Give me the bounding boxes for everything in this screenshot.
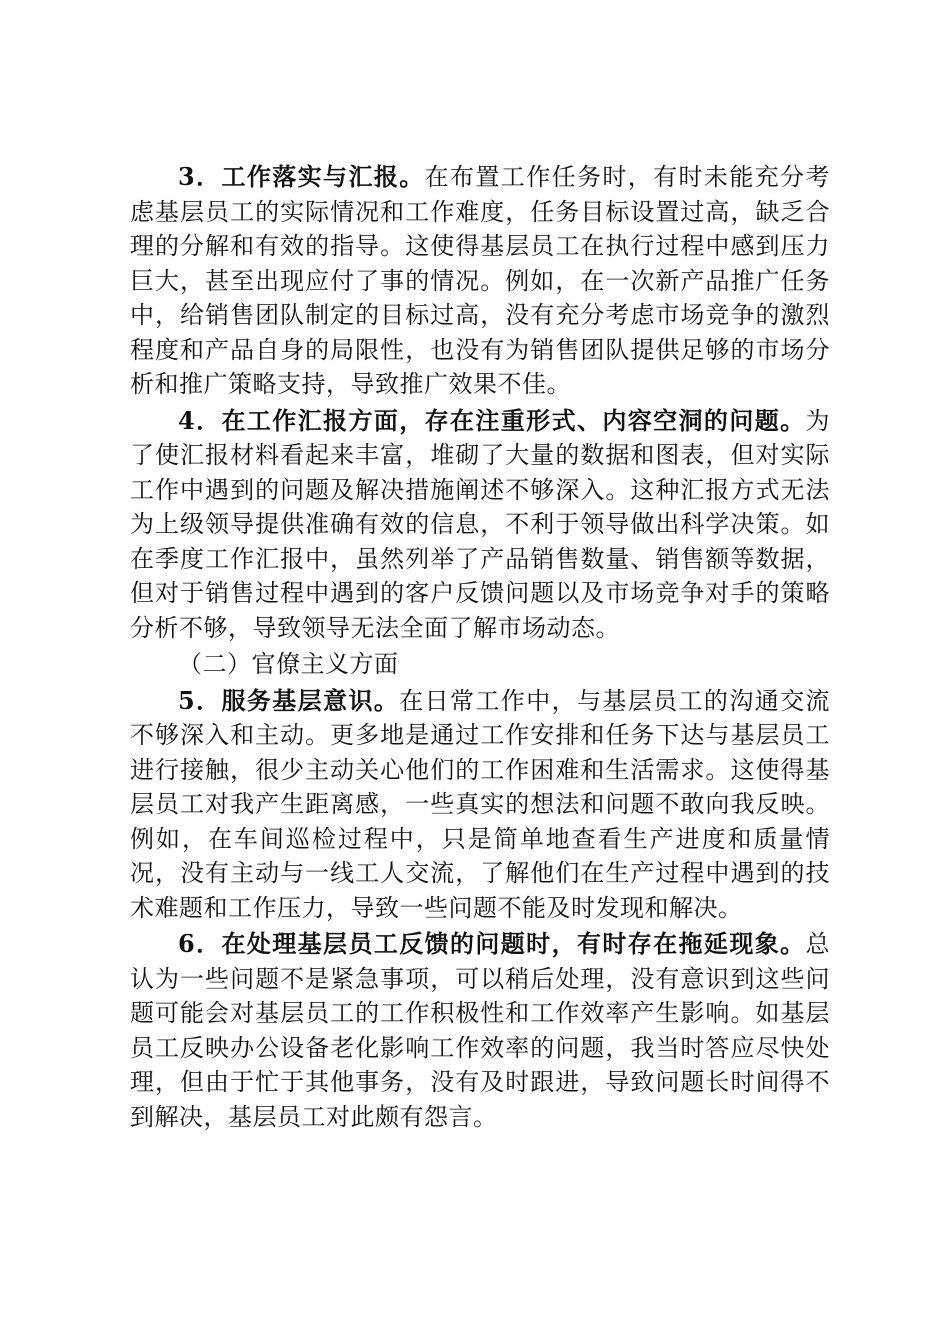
paragraph-text: 在日常工作中，与基层员工的沟通交流不够深入和主动。更多地是通过工作安排和任务下达与基层员工进行接触，很少主动关心他们的工作困难和生活需求。这使得基层员工对我产生距离感，一些真实的想法和问题不敢向我反映。例如，在车间巡检过程中，只是简单地查看生产进度和质量情况，没有主动与一线工人交流，了解他们在生产过程中遇到的技术难题和工作压力，导致一些问题不能及时发现和解决。 (130, 686, 831, 922)
paragraph-lead: 4．在工作汇报方面，存在注重形式、内容空洞的问题。 (178, 405, 806, 435)
paragraph-lead: 6．在处理基层员工反馈的问题时，有时存在拖延现象。 (178, 929, 806, 958)
section-subheading: （二）官僚主义方面 (178, 650, 399, 678)
paragraph-feedback-delay (130, 927, 830, 1134)
paragraph-work-report (130, 404, 830, 646)
paragraph-lead: 5．服务基层意识。 (178, 685, 400, 715)
paragraph-text: 为了使汇报材料看起来丰富，堆砌了大量的数据和图表，但对实际工作中遇到的问题及解决措施阐述不够深入。这种汇报方式无法为上级领导提供准确有效的信息，不利于领导做出科学决策。如在季度工作汇报中，虽然列举了产品销售数量、销售额等数据，但对于销售过程中遇到的客户反馈问题以及市场竞争对手的策略分析不够，导致领导无法全面了解市场动态。 (130, 406, 830, 642)
document-body (130, 160, 830, 1134)
paragraph-work-implementation (130, 160, 830, 402)
paragraph-service-awareness (130, 684, 830, 926)
paragraph-lead: 3．工作落实与汇报。 (178, 162, 425, 191)
paragraph-text: 在布置工作任务时，有时未能充分考虑基层员工的实际情况和工作难度，任务目标设置过高，缺乏合理的分解和有效的指导。这使得基层员工在执行过程中感到压力巨大，甚至出现应付了事的情况。例如，在一次新产品推广任务中，给销售团队制定的目标过高，没有充分考虑市场竞争的激烈程度和产品自身的局限性，也没有为销售团队提供足够的市场分析和推广策略支持，导致推广效果不佳。 (130, 163, 831, 398)
paragraph-text: 总认为一些问题不是紧急事项，可以稍后处理，没有意识到这些问题可能会对基层员工的工作积极性和工作效率产生影响。如基层员工反映办公设备老化影响工作效率的问题，我当时答应尽快处理，但由于忙于其他事务，没有及时跟进，导致问题长时间得不到解决，基层员工对此颇有怨言。 (130, 930, 830, 1131)
